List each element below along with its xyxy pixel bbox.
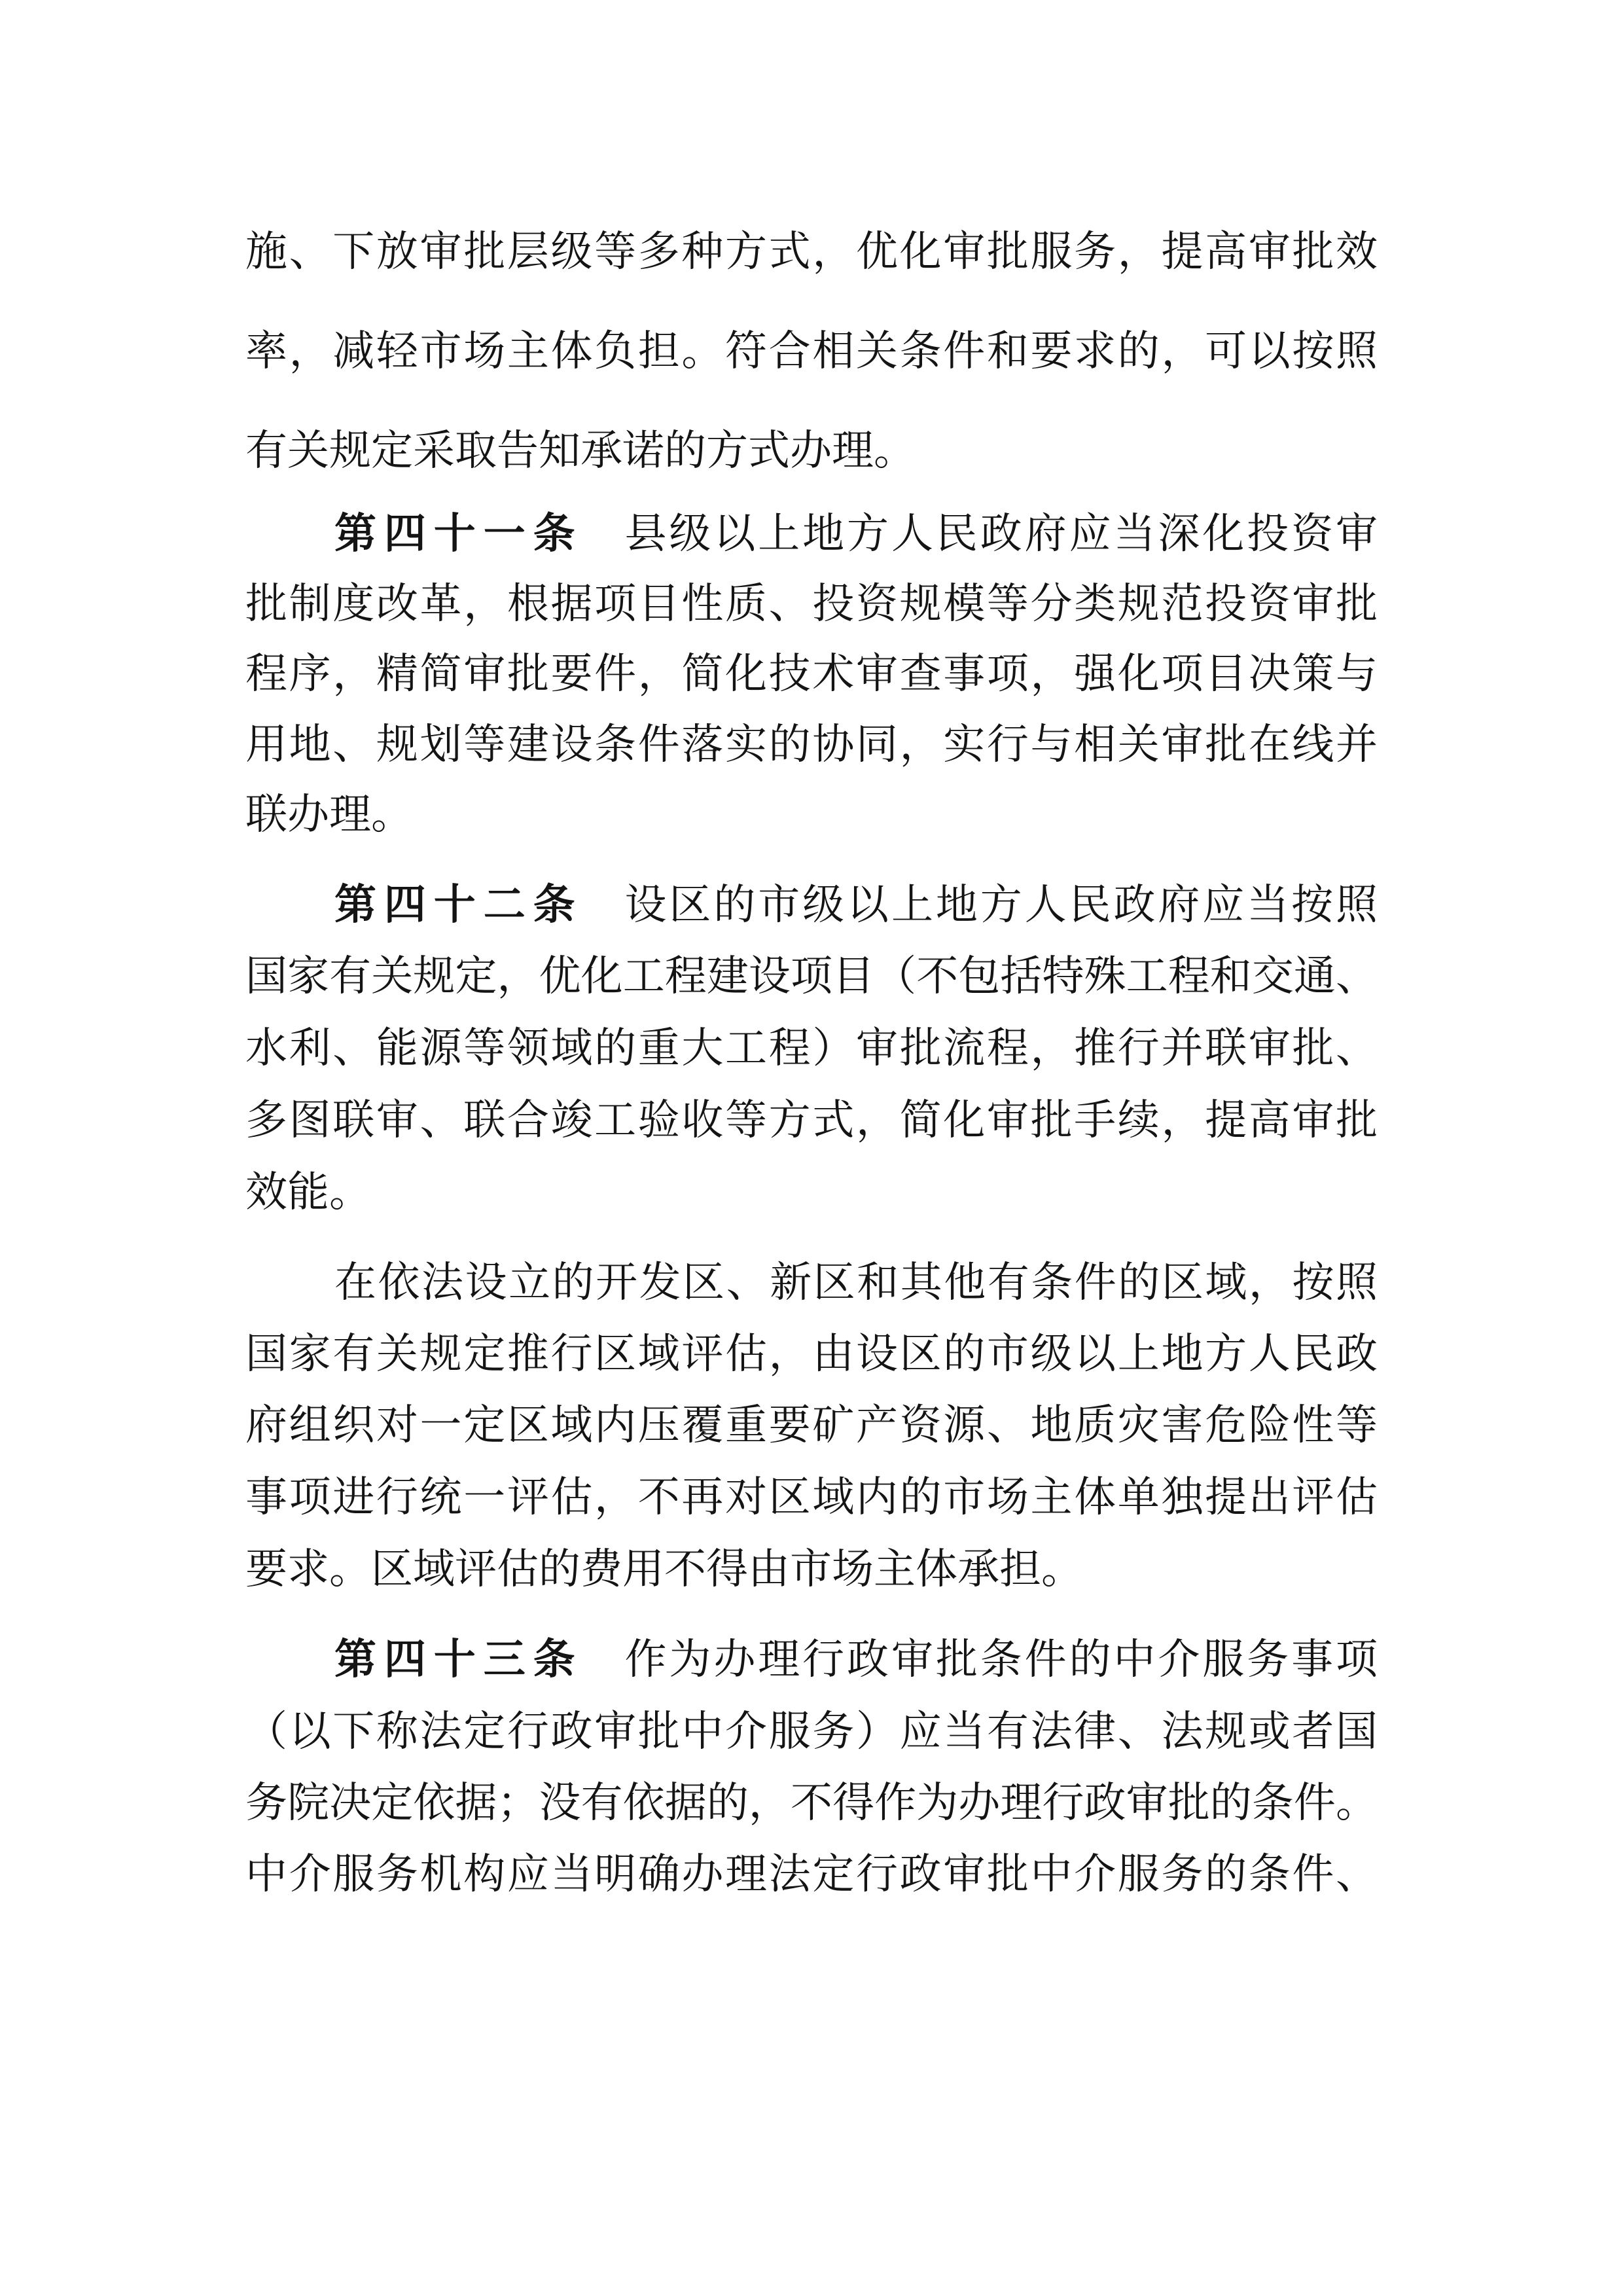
text-line: 作为办理行政审批条件的中介服务事项 [624, 1636, 1378, 1684]
text-line: （以下称法定行政审批中介服务）应当有法律、法规或者国 [245, 1708, 1378, 1756]
article-41-first-line [334, 498, 1378, 570]
text-line: 率，减轻市场主体负担。符合相关条件和要求的，可以按照 [245, 327, 1378, 376]
text-line: 批制度改革，根据项目性质、投资规模等分类规范投资审批 [245, 580, 1378, 628]
text-line: 务院决定依据；没有依据的，不得作为办理行政审批的条件。 [245, 1779, 1378, 1827]
text-line: 县级以上地方人民政府应当深化投资审 [624, 510, 1378, 558]
text-line: 效能。 [245, 1168, 371, 1217]
text-line: 水利、能源等领域的重大工程）审批流程，推行并联审批、 [245, 1024, 1378, 1073]
article-43-heading: 第四十三条 [334, 1636, 583, 1684]
text-line: 有关规定采取告知承诺的方式办理。 [245, 427, 916, 475]
article-41-heading: 第四十一条 [334, 510, 583, 558]
text-line: 联办理。 [245, 791, 413, 839]
text-line: 设区的市级以上地方人民政府应当按照 [624, 881, 1378, 929]
article-42-first-line [334, 869, 1378, 941]
text-line: 用地、规划等建设条件落实的协同，实行与相关审批在线并 [245, 721, 1378, 769]
text-line: 事项进行统一评估，不再对区域内的市场主体单独提出评估 [245, 1473, 1378, 1522]
text-line: 中介服务机构应当明确办理法定行政审批中介服务的条件、 [245, 1850, 1378, 1899]
text-line: 府组织对一定区域内压覆重要矿产资源、地质灾害危险性等 [245, 1401, 1378, 1450]
text-line: 在依法设立的开发区、新区和其他有条件的区域，按照 [334, 1259, 1378, 1307]
article-43-first-line [334, 1624, 1378, 1696]
text-line: 国家有关规定推行区域评估，由设区的市级以上地方人民政 [245, 1330, 1378, 1378]
text-line: 程序，精简审批要件，简化技术审查事项，强化项目决策与 [245, 650, 1378, 698]
article-42-heading: 第四十二条 [334, 881, 583, 929]
text-line: 要求。区域评估的费用不得由市场主体承担。 [245, 1545, 1083, 1594]
text-line: 多图联审、联合竣工验收等方式，简化审批手续，提高审批 [245, 1096, 1378, 1145]
text-line: 施、下放审批层级等多种方式，优化审批服务，提高审批效 [245, 228, 1378, 276]
text-line: 国家有关规定，优化工程建设项目（不包括特殊工程和交通、 [245, 952, 1378, 1001]
